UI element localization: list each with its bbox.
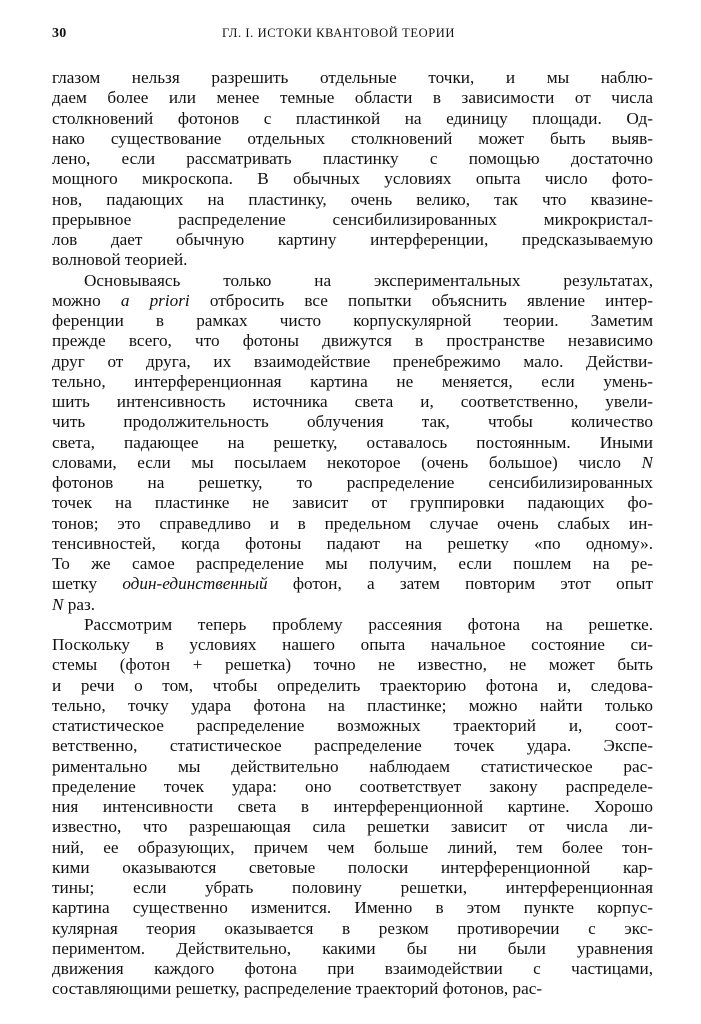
- italic-run: N: [641, 452, 653, 472]
- text-line: риментально мы действительно наблюдаем статистическое рас-: [52, 756, 653, 776]
- text-line: друг от друга, их взаимодействие пренебрежимо мало. Действи-: [52, 351, 653, 371]
- text-line: и речи о том, чтобы определить траекторию фотона и, следова-: [52, 675, 653, 695]
- text-line: [52, 574, 653, 594]
- text-line: ний, ее образующих, причем чем больше линий, тем более тон-: [52, 837, 653, 857]
- text-line: стемы (фотон + решетка) точно не известно, не может быть: [52, 655, 653, 675]
- text-line: движения каждого фотона при взаимодействии с частицами,: [52, 959, 653, 978]
- text-run: можно: [52, 290, 121, 310]
- text-line: картина существенно изменится. Именно в этом пункте корпус-: [52, 898, 653, 918]
- text-line: ференции в рамках чисто корпускулярной теории. Заметим: [52, 311, 653, 330]
- text-line: прежде всего, что фотоны движутся в пространстве независимо: [52, 331, 653, 351]
- italic-run: один-единственный: [122, 574, 268, 594]
- paragraph: [52, 68, 653, 271]
- text-line: кулярная теория оказывается в резком противоречии с экс-: [52, 918, 653, 938]
- text-line: периментом. Действительно, какими бы ни были уравнения: [52, 938, 653, 958]
- text-line: прерывное распределение сенсибилизированных микрокристал-: [52, 209, 653, 229]
- book-page: [52, 20, 653, 1000]
- text-line: Поскольку в условиях нашего опыта начальное состояние си-: [52, 635, 653, 654]
- text-line: лено, если рассматривать пластинку с помощью достаточно: [52, 149, 653, 168]
- text-line: фотонов на решетку, то распределение сенсибилизированных: [52, 473, 653, 492]
- text-line: тенсивностей, когда фотоны падают на решетку «по одному».: [52, 533, 653, 553]
- text-line: тельно, интерференционная картина не меняется, если умень-: [52, 371, 653, 391]
- text-line: ветственно, статистическое распределение точек удара. Экспе-: [52, 736, 653, 756]
- italic-run: N: [52, 594, 64, 614]
- text-line: Рассмотрим теперь проблему рассеяния фотона на решетке.: [84, 614, 653, 634]
- text-line: кими оказываются световые полоски интерференционной кар-: [52, 857, 653, 877]
- text-line: [52, 291, 653, 311]
- text-line: глазом нельзя разрешить отдельные точки, и мы наблю-: [52, 68, 653, 87]
- text-line: известно, что разрешающая сила решетки зависит от числа ли-: [52, 817, 653, 837]
- text-line: нако существование отдельных столкновений может быть выяв-: [52, 128, 653, 148]
- page-number: 30: [52, 26, 67, 41]
- text-line: точек на пластинке не зависит от группировки падающих фо-: [52, 493, 653, 513]
- text-line: [52, 595, 653, 615]
- page-header: [52, 20, 653, 46]
- text-line: даем более или менее темные области в зависимости от числа: [52, 88, 653, 108]
- text-run: раз.: [63, 594, 96, 614]
- text-line: нов, падающих на пластинку, очень велико, так что квазине-: [52, 189, 653, 209]
- text-line: То же самое распределение мы получим, если пошлем на ре-: [52, 554, 653, 573]
- text-line: мощного микроскопа. В обычных условиях опыта число фото-: [52, 169, 653, 189]
- paragraph: [52, 615, 653, 1000]
- text-line: тельно, точку удара фотона на пластинке; можно найти только: [52, 695, 653, 715]
- text-line: Основываясь только на экспериментальных результатах,: [84, 270, 653, 290]
- text-run: словами, если мы посылаем некоторое (очень большое) число: [52, 452, 642, 472]
- text-run: фотон, а затем повторим этот опыт: [267, 574, 653, 594]
- body-text: [52, 68, 653, 1000]
- text-line: ния интенсивности света в интерференционной картине. Хорошо: [52, 797, 653, 816]
- text-line: [52, 453, 653, 473]
- paragraph: [52, 271, 653, 615]
- text-line: тины; если убрать половину решетки, интерференционная: [52, 878, 653, 897]
- text-line: света, падающее на решетку, оставалось постоянным. Иными: [52, 432, 653, 452]
- text-line: волновой теорией.: [52, 250, 188, 270]
- text-line: пределение точек удара: оно соответствует закону распределе-: [52, 776, 653, 796]
- text-line: лов дает обычную картину интерференции, предсказываемую: [52, 230, 653, 249]
- text-line: тонов; это справедливо и в предельном случае очень слабых ин-: [52, 513, 653, 533]
- running-title: ГЛ. I. ИСТОКИ КВАНТОВОЙ ТЕОРИИ: [222, 26, 456, 40]
- italic-run: a priori: [120, 290, 190, 310]
- text-run: шетку: [52, 574, 123, 594]
- text-line: составляющими решетку, распределение траекторий фотонов, рас-: [52, 979, 543, 999]
- text-line: статистическое распределение возможных траекторий и, соот-: [52, 716, 653, 735]
- text-run: отбросить все попытки объяснить явление интер-: [189, 290, 653, 310]
- text-line: чить продолжительность облучения так, чтобы количество: [52, 412, 653, 432]
- text-line: столкновений фотонов с пластинкой на единицу площади. Од-: [52, 108, 653, 128]
- text-line: шить интенсивность источника света и, соответственно, увели-: [52, 392, 653, 411]
